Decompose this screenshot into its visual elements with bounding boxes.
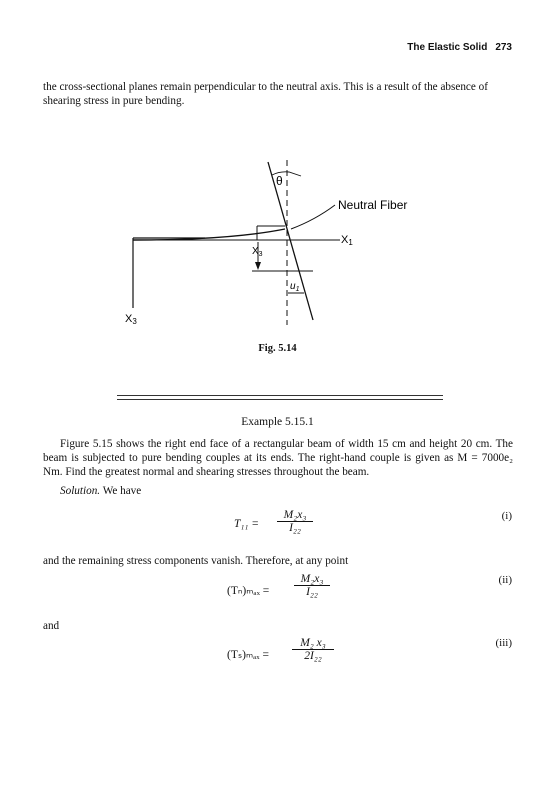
solution-label: Solution.: [60, 485, 101, 497]
equation-3-fraction: [292, 637, 334, 662]
x3-small-label: [252, 246, 263, 258]
x3-small-main: X: [252, 246, 259, 257]
x3-axis-label: [125, 313, 137, 326]
equation-1-numerator: M₂x₃: [283, 509, 307, 521]
beam-bending-figure: [0, 0, 555, 380]
u1-label: [290, 281, 300, 293]
solution-text: We have: [102, 485, 142, 497]
equation-2-denominator: I₂₂: [306, 586, 318, 598]
section-divider-top: [117, 395, 443, 396]
paragraph-example-text: Figure 5.15 shows the right end face of a rectangular beam of width 15 cm and height 20 cm. The beam is subjected to pure bending couples at its ends. The right-hand couple is given as M = 7000e₂ Nm. Find the greatest normal and shearing stresses throughout the beam.: [43, 438, 513, 478]
paragraph-stress: and the remaining stress components vanish. Therefore, at any point: [43, 555, 349, 567]
x1-label-sub: 1: [348, 238, 353, 247]
figure-caption: Fig. 5.14: [258, 343, 297, 354]
example-title: Example 5.15.1: [241, 416, 314, 428]
equation-3-lhs: (Tₛ)ₘₐₓ =: [227, 649, 269, 661]
theta-label: θ: [276, 174, 283, 188]
equation-1-denominator: I₂₂: [289, 522, 301, 534]
equation-1-lhs: T₁₁ =: [234, 518, 260, 530]
solution-line: [60, 485, 141, 497]
and-connector: and: [43, 620, 60, 632]
x3-small-sub: 3: [258, 251, 263, 258]
x3-axis-main: X: [125, 313, 133, 325]
paragraph-example: [43, 437, 513, 479]
header-title: The Elastic Solid: [407, 42, 488, 53]
neutral-fiber-label: Neutral Fiber: [338, 198, 408, 212]
equation-1-fraction: [277, 509, 313, 534]
x1-label-main: X: [341, 234, 349, 246]
equation-3-denominator: 2I₂₂: [304, 650, 322, 662]
page-number: 273: [495, 42, 512, 53]
equation-2-numerator: M₂x₃: [300, 573, 324, 585]
equation-2-number: (ii): [498, 574, 512, 586]
paragraph-intro: the cross-sectional planes remain perpendicular to the neutral axis. This is a result of the absence of shearing stress in pure bending.: [43, 81, 488, 107]
x3-axis-sub: 3: [132, 317, 137, 326]
u1-label-main: u: [290, 281, 296, 292]
neutral-fiber-leader: [291, 205, 335, 229]
equation-3-numerator: M₂ x₃: [300, 637, 326, 649]
rotated-section-line: [268, 162, 313, 320]
equation-2-lhs: (Tₙ)ₘₐₓ =: [227, 585, 270, 597]
equation-1-number: (i): [501, 510, 512, 522]
x1-axis-label: [341, 234, 353, 247]
x3-arrowhead: [255, 262, 261, 270]
section-divider-bottom: [117, 399, 443, 400]
u1-label-sub: 1: [295, 286, 300, 293]
equation-3-number: (iii): [495, 637, 512, 649]
equation-2-fraction: [294, 573, 330, 598]
